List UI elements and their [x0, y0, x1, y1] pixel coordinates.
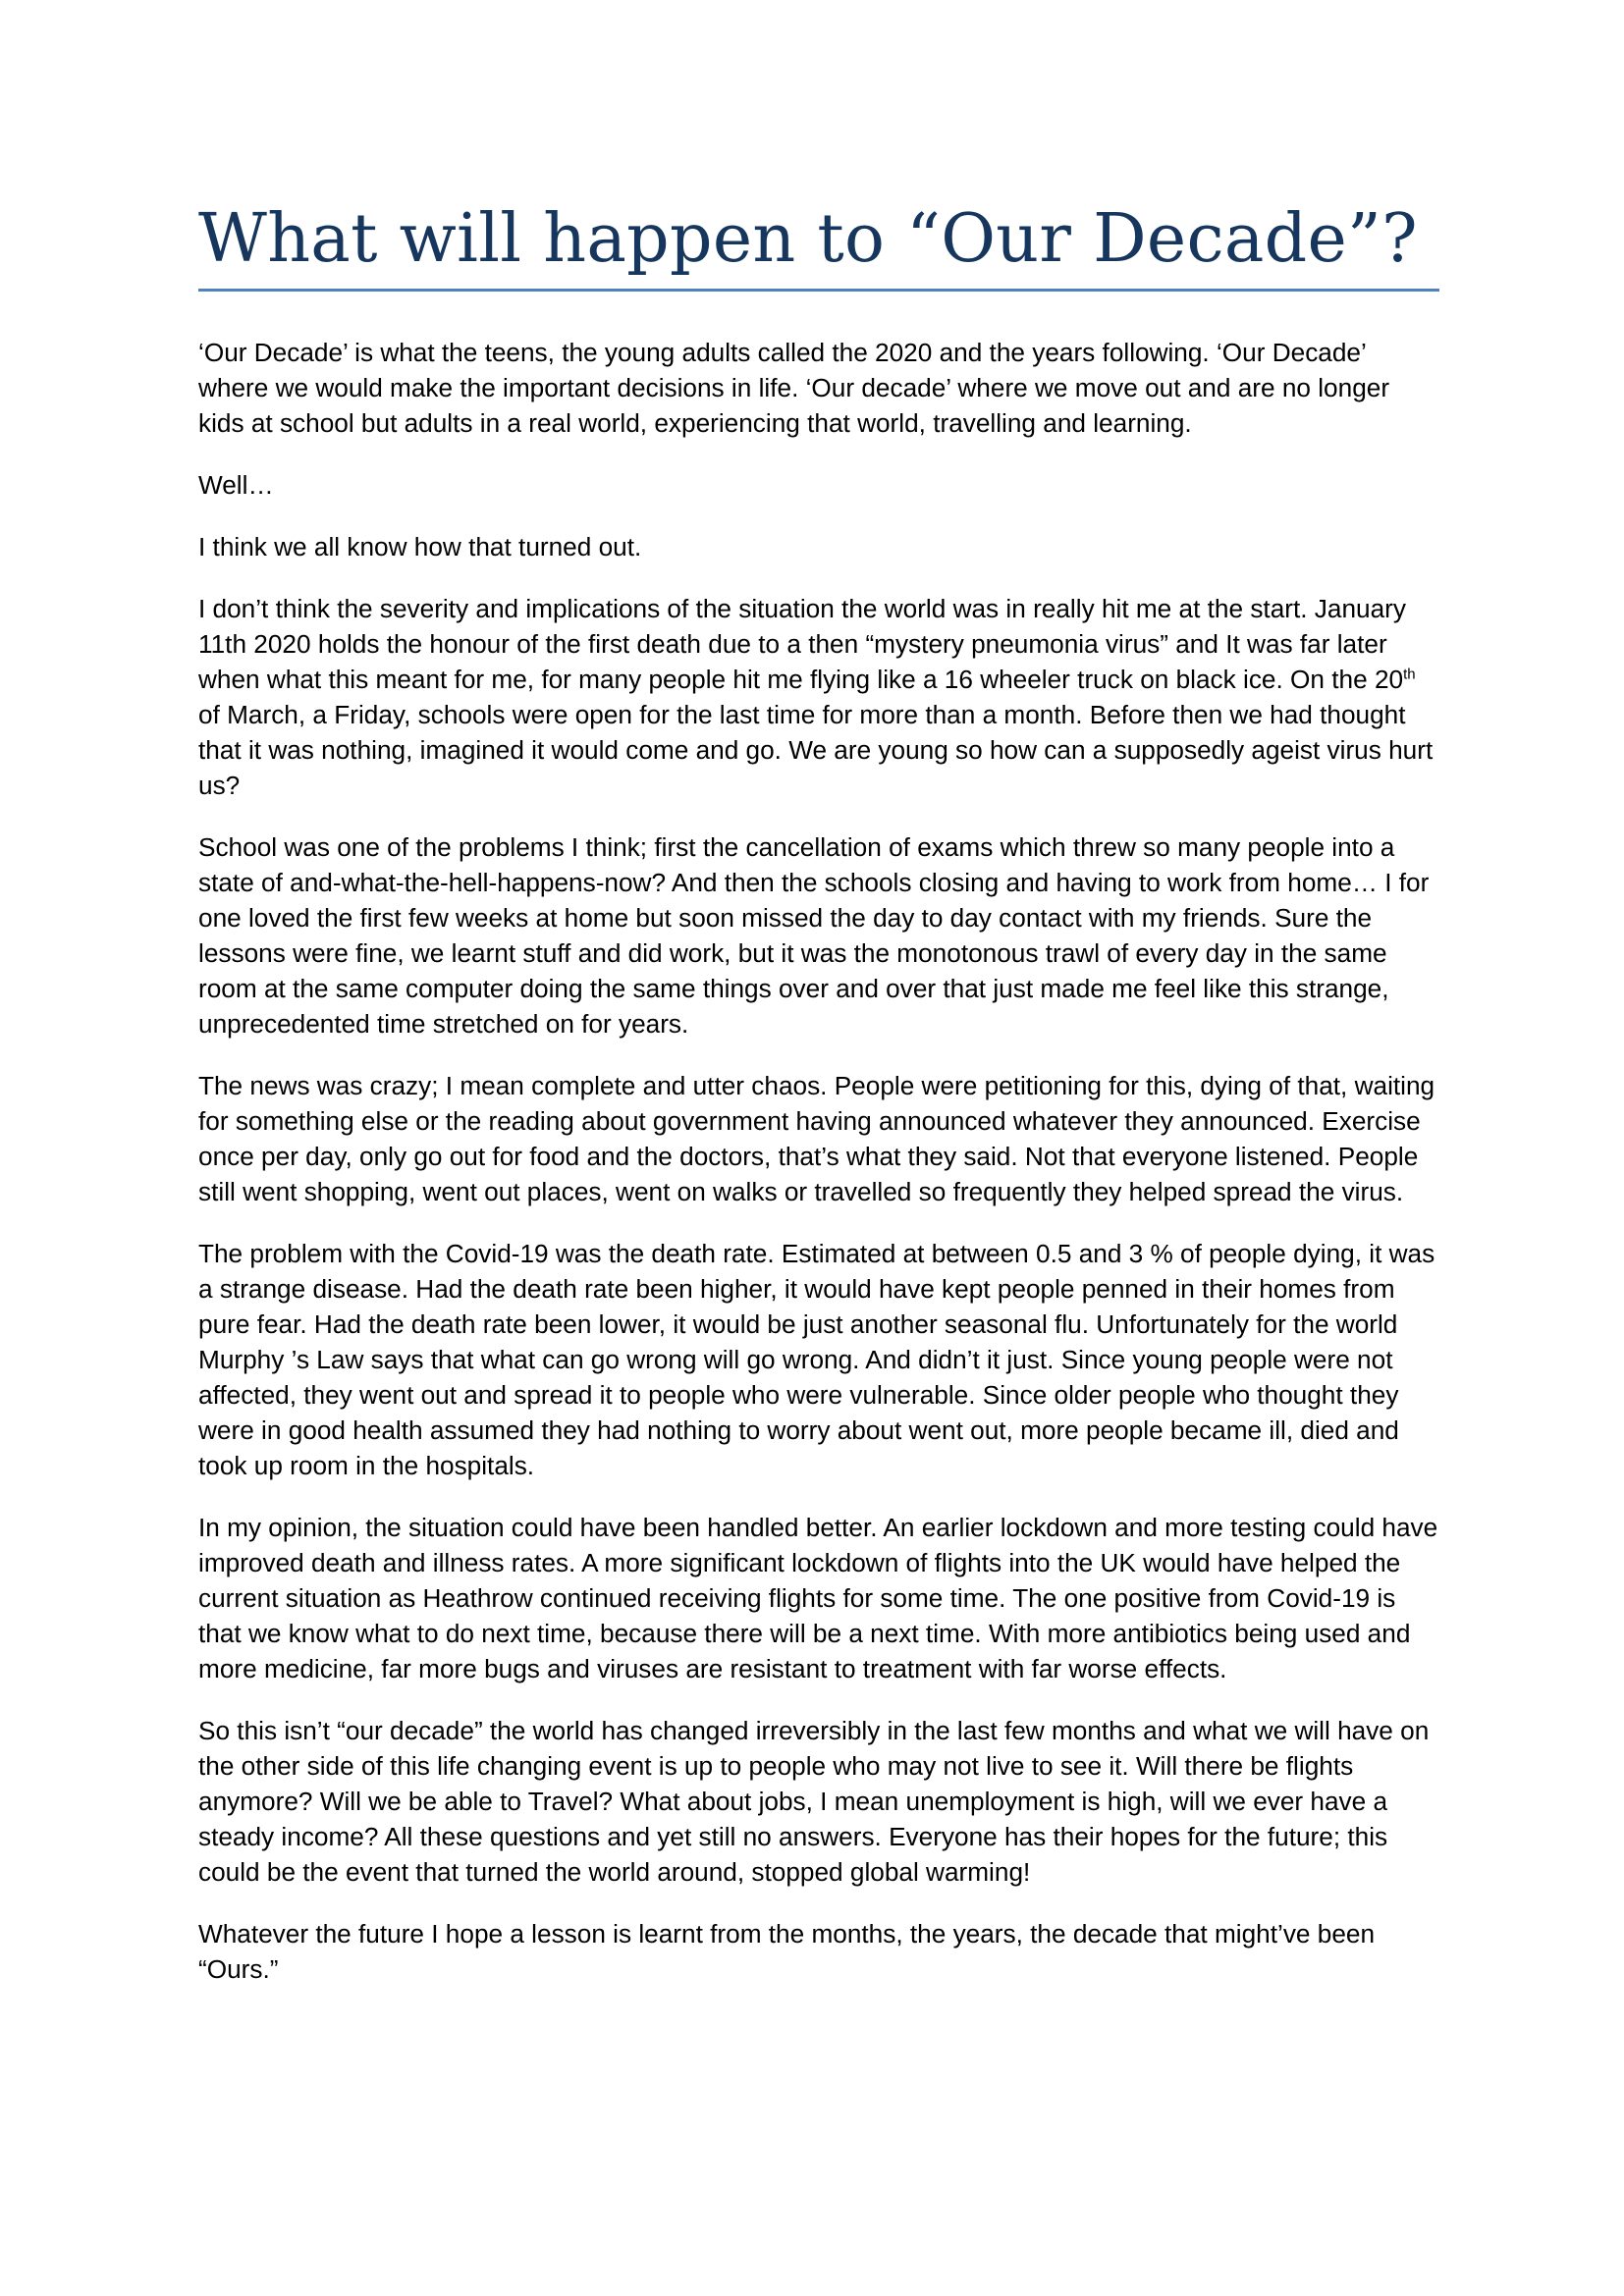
paragraph-severity [198, 591, 1439, 803]
paragraph-opinion: In my opinion, the situation could have been handled better. An earlier lockdown and more testing could have improved death and illness rates. A more significant lockdown of flights into the UK would have helped the current situation as Heathrow continued receiving flights for some time. The one positive from Covid-19 is that we know what to do next time, because there will be a next time. With more antibiotics being used and more medicine, far more bugs and viruses are resistant to treatment with far worse effects. [198, 1513, 1438, 1683]
paragraph-how-it-turned-out: I think we all know how that turned out. [198, 532, 642, 561]
paragraph-school: School was one of the problems I think; first the cancellation of exams which threw so many people into a state of and-what-the-hell-happens-now? And then the schools closing and having to work from home… I for one loved the first few weeks at home but soon missed the day to day contact with my friends. Sure the lessons were fine, we learnt stuff and did work, but it was the monotonous trawl of every day in the same room at the same computer doing the same things over and over that just made me feel like this strange, unprecedented time stretched on for years. [198, 832, 1430, 1039]
paragraph-severity-part-2: of March, a Friday, schools were open for the last time for more than a month. Before then we had thought that it was nothing, imagined it would come and go. We are young so how can a supposedly ageist virus hurt us? [198, 700, 1434, 800]
paragraph-our-decade-intro: ‘Our Decade’ is what the teens, the young adults called the 2020 and the years following. ‘Our Decade’ where we would make the important decisions in life. ‘Our decade’ where we move out and are no longer kids at school but adults in a real world, experiencing that world, travelling and learning. [198, 338, 1390, 438]
paragraph-future-questions: So this isn’t “our decade” the world has changed irreversibly in the last few months and what we will have on the other side of this life changing event is up to people who may not live to see it. Will there be flights anymore? Will we be able to Travel? What about jobs, I mean unemployment is high, will we ever have a steady income? All these questions and yet still no answers. Everyone has their hopes for the future; this could be the event that turned the world around, stopped global warming! [198, 1716, 1430, 1887]
document-page [198, 196, 1439, 2013]
paragraph-death-rate: The problem with the Covid-19 was the death rate. Estimated at between 0.5 and 3 % of people dying, it was a strange disease. Had the death rate been higher, it would have kept people penned in their homes from pure fear. Had the death rate been lower, it would be just another seasonal flu. Unfortunately for the world Murphy ’s Law says that what can go wrong will go wrong. And didn’t it just. Since young people were not affected, they went out and spread it to people who were vulnerable. Since older people who thought they were in good health assumed they had nothing to worry about went out, more people became ill, died and took up room in the hospitals. [198, 1239, 1435, 1480]
paragraph-closing: Whatever the future I hope a lesson is learnt from the months, the years, the decade that might’ve been “Ours.” [198, 1919, 1376, 1984]
title-underline [198, 289, 1439, 292]
paragraph-well: Well… [198, 470, 274, 500]
page-title: What will happen to “Our Decade”? [198, 200, 1418, 278]
ordinal-suffix: th [1403, 666, 1416, 683]
paragraph-severity-part-1: I don’t think the severity and implications of the situation the world was in really hit me at the start. January 11th 2020 holds the honour of the first death due to a then “mystery pneumonia virus” and It was far later when what this meant for me, for many people hit me flying like a 16 wheeler truck on black ice. On the 20 [198, 594, 1406, 694]
paragraph-news: The news was crazy; I mean complete and utter chaos. People were petitioning for this, dying of that, waiting for something else or the reading about government having announced whatever they announced. Exercise once per day, only go out for food and the doctors, that’s what they said. Not that everyone listened. People still went shopping, went out places, went on walks or travelled so frequently they helped spread the virus. [198, 1071, 1435, 1206]
